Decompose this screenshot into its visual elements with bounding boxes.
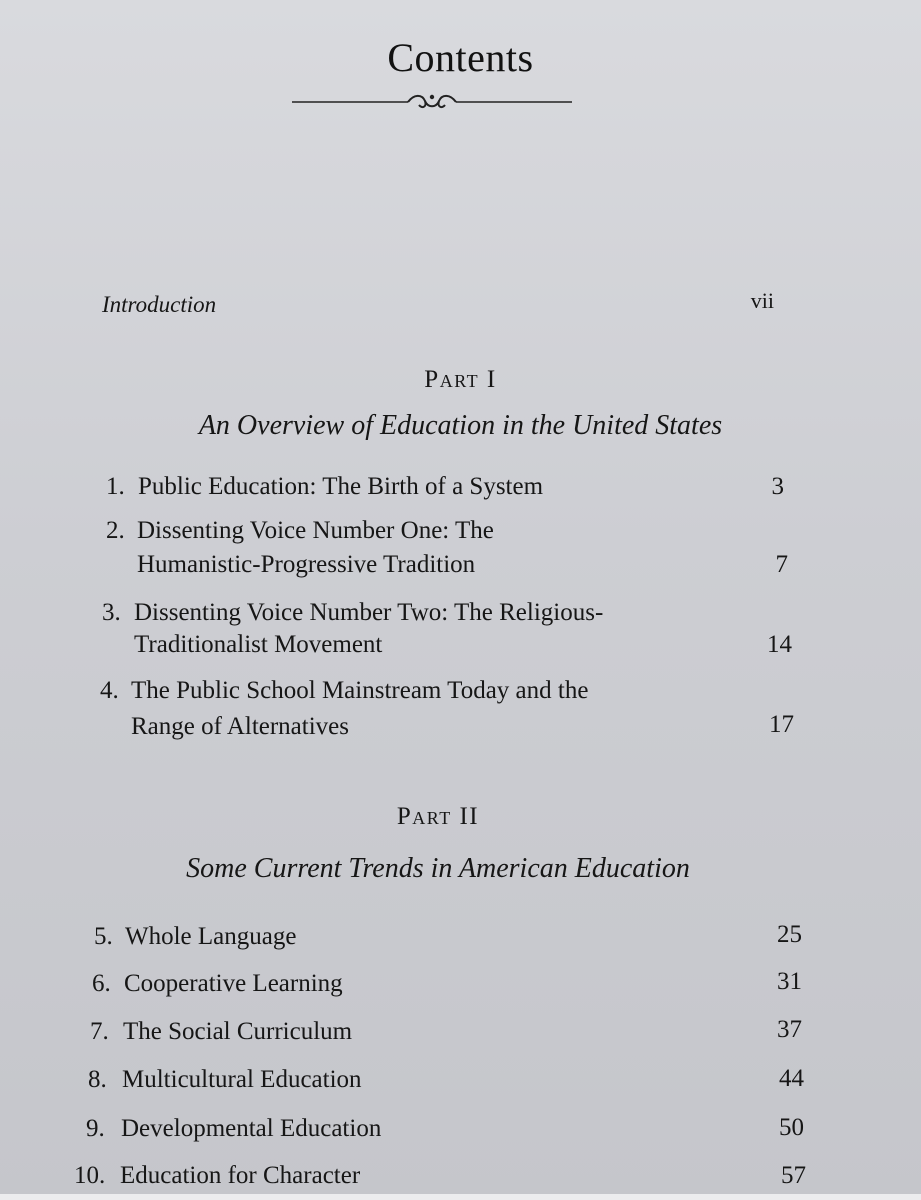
flourish-ornament-icon — [292, 88, 572, 116]
chapter-2-page: 7 — [775, 551, 788, 578]
chapter-8-number: 8. — [88, 1066, 107, 1093]
chapter-3-page: 14 — [767, 631, 792, 658]
chapter-10-title: Education for Character — [120, 1162, 361, 1189]
chapter-3-number: 3. — [102, 599, 121, 626]
chapter-4-title-line-1: The Public School Mainstream Today and the — [131, 677, 589, 704]
chapter-4-number: 4. — [100, 677, 119, 704]
chapter-10-page: 57 — [781, 1162, 806, 1189]
chapter-9-number: 9. — [86, 1115, 105, 1142]
chapter-3-title-line-2: Traditionalist Movement — [134, 631, 383, 658]
chapter-2-number: 2. — [106, 517, 125, 544]
chapter-1-number: 1. — [106, 473, 125, 500]
chapter-9-page: 50 — [779, 1114, 804, 1141]
chapter-6-title: Cooperative Learning — [124, 970, 343, 997]
chapter-10-number: 10. — [74, 1162, 106, 1189]
part-1-title: An Overview of Education in the United States — [198, 410, 723, 441]
chapter-8-title: Multicultural Education — [122, 1066, 362, 1093]
chapter-6-page: 31 — [777, 968, 802, 995]
chapter-7-title: The Social Curriculum — [123, 1018, 353, 1045]
chapter-4-title-line-2: Range of Alternatives — [131, 713, 349, 740]
chapter-5-number: 5. — [94, 923, 113, 950]
chapter-1-page: 3 — [771, 473, 784, 500]
chapter-4-page: 17 — [769, 711, 794, 738]
part-2-title: Some Current Trends in American Education — [186, 853, 690, 884]
chapter-2-title-line-2: Humanistic-Progressive Tradition — [137, 551, 476, 578]
chapter-6-number: 6. — [92, 970, 111, 997]
introduction-label: Introduction — [102, 292, 217, 317]
introduction-page: vii — [750, 288, 774, 313]
chapter-7-number: 7. — [90, 1018, 109, 1045]
chapter-7-page: 37 — [777, 1016, 802, 1043]
chapter-5-page: 25 — [777, 921, 802, 948]
chapter-1-title: Public Education: The Birth of a System — [138, 473, 544, 500]
chapter-5-title: Whole Language — [125, 923, 297, 950]
part-2-label: Part II — [396, 803, 480, 830]
chapter-9-title: Developmental Education — [121, 1115, 382, 1142]
page-edge — [0, 1194, 921, 1200]
part-1-label: Part I — [424, 366, 497, 393]
chapter-8-page: 44 — [779, 1065, 804, 1092]
chapter-3-title-line-1: Dissenting Voice Number Two: The Religious- — [134, 599, 604, 626]
chapter-2-title-line-1: Dissenting Voice Number One: The — [137, 517, 494, 544]
page-title: Contents — [387, 35, 534, 80]
